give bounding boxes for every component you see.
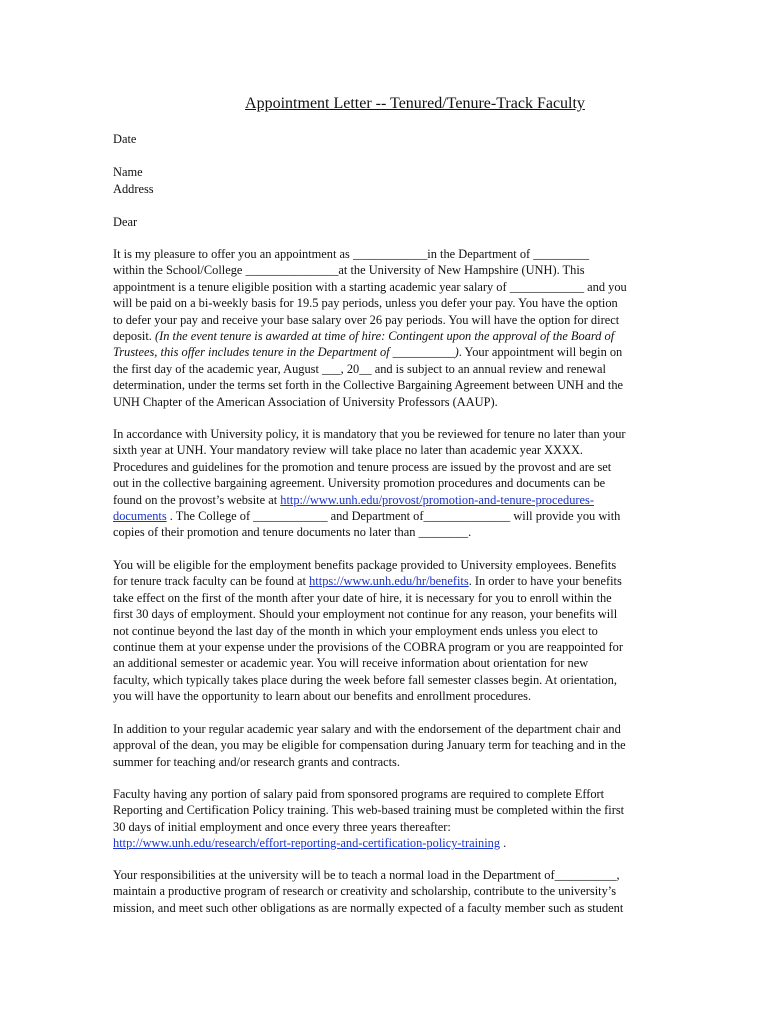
paragraph-tenure-review: [113, 426, 688, 541]
paragraph-compensation: [113, 721, 688, 770]
paragraph-line: Procedures and guidelines for the promotion and tenure process are issued by the provost and are set: [113, 459, 612, 474]
text-run: deposit.: [113, 329, 152, 344]
provost-link-continued[interactable]: documents: [113, 509, 167, 524]
paragraph-line: You will be eligible for the employment benefits package provided to University employees. Benefits: [113, 558, 617, 572]
name-line: Name: [113, 165, 143, 179]
text-run: . The College of ____________ and Department of______________ will provide you with: [166, 509, 621, 524]
paragraph-line: [113, 492, 688, 508]
paragraph-line: you will have the opportunity to learn about our benefits and enrollment procedures.: [113, 689, 532, 704]
text-run: . Your appointment will begin on: [458, 345, 623, 360]
paragraph-line: to defer your pay and receive your base salary over 26 pay periods. You will have the option for direct: [113, 312, 620, 327]
paragraph-line: appointment is a tenure eligible position with a starting academic year salary of ____________ and you: [113, 279, 627, 294]
paragraph-line: determination, under the terms set forth in the Collective Bargaining Agreement between UNH and the: [113, 378, 624, 393]
provost-link[interactable]: http://www.unh.edu/provost/promotion-and-tenure-procedures-: [280, 492, 594, 507]
paragraph-line: Reporting and Certification Policy training. This web-based training must be completed within the first: [113, 803, 625, 818]
paragraph-line: In accordance with University policy, it is mandatory that you be reviewed for tenure no later than your: [113, 427, 626, 441]
paragraph-line: sixth year at UNH. Your mandatory review will take place no later than academic year XXXX.: [113, 443, 583, 458]
paragraph-line: approval of the dean, you may be eligible for compensation during January term for teaching and in the: [113, 738, 626, 753]
paragraph-line: the first day of the academic year, August ___, 20__ and is subject to an annual review and renewal: [113, 361, 606, 376]
paragraph-line: within the School/College _______________at the University of New Hampshire (UNH). This: [113, 263, 585, 278]
paragraph-line: not continue beyond the last day of the month in which your employment ends unless you elect to: [113, 623, 598, 638]
paragraph-line: copies of their promotion and tenure documents no later than ________.: [113, 525, 472, 540]
paragraph-line: out in the collective bargaining agreement. University promotion procedures and documents can be: [113, 476, 606, 491]
paragraph-line: an additional semester or academic year. You will receive information about orientation for new: [113, 656, 589, 671]
text-run: found on the provost’s website at: [113, 492, 278, 507]
text-run: . In order to have your benefits: [468, 574, 622, 589]
paragraph-effort-reporting: [113, 786, 688, 852]
letter-title: Appointment Letter -- Tenured/Tenure-Track Faculty: [245, 95, 585, 112]
paragraph-line: [113, 328, 688, 344]
benefits-link[interactable]: https://www.unh.edu/hr/benefits: [309, 574, 469, 589]
paragraph-line: first 30 days of employment. Should your employment not continue for any reason, your benefits will: [113, 607, 618, 622]
paragraph-line: [113, 508, 688, 524]
paragraph-line: faculty, which typically takes place during the week before fall semester classes begin. At orientation,: [113, 672, 617, 687]
paragraph-line: Your responsibilities at the university will be to teach a normal load in the Department of__________,: [113, 868, 620, 882]
paragraph-benefits: [113, 557, 688, 705]
tenure-note-italic: (In the event tenure is awarded at time of hire: Contingent upon the approval of the Board of: [155, 329, 615, 344]
paragraph-line: UNH Chapter of the American Association of University Professors (AAUP).: [113, 394, 498, 409]
paragraph-line: Faculty having any portion of salary paid from sponsored programs are required to complete Effort: [113, 787, 605, 801]
paragraph-line: [113, 835, 688, 851]
text-run: for tenure track faculty can be found at: [113, 574, 306, 589]
paragraph-line: 30 days of initial employment and once every three years thereafter:: [113, 819, 451, 834]
paragraph-line: It is my pleasure to offer you an appointment as ____________in the Department of _________: [113, 247, 590, 261]
paragraph-line: mission, and meet such other obligations as are normally expected of a faculty member such as student: [113, 900, 624, 915]
paragraph-appointment: [113, 246, 688, 410]
salutation-line: Dear: [113, 215, 138, 229]
paragraph-line: maintain a productive program of research or creativity and scholarship, contribute to the university’s: [113, 884, 617, 899]
paragraph-line: will be paid on a bi-weekly basis for 19.5 pay periods, unless you defer your pay. You have the option: [113, 296, 618, 311]
paragraph-line: take effect on the first of the month after your date of hire, it is necessary for you to enroll within the: [113, 590, 612, 605]
text-run: .: [500, 836, 507, 851]
paragraph-line: In addition to your regular academic year salary and with the endorsement of the department chair and: [113, 722, 621, 736]
paragraph-line: summer for teaching and/or research grants and contracts.: [113, 754, 400, 769]
tenure-note-italic: Trustees, this offer includes tenure in the Department of __________): [113, 345, 459, 360]
paragraph-line: [113, 573, 688, 589]
effort-reporting-link[interactable]: http://www.unh.edu/research/effort-reporting-and-certification-policy-training: [113, 836, 501, 851]
paragraph-line: [113, 344, 688, 360]
date-line: Date: [113, 132, 137, 146]
paragraph-line: continue them at your expense under the provisions of the COBRA program or you are reappointed for: [113, 640, 623, 655]
address-line: Address: [113, 182, 154, 196]
paragraph-responsibilities: [113, 867, 688, 916]
